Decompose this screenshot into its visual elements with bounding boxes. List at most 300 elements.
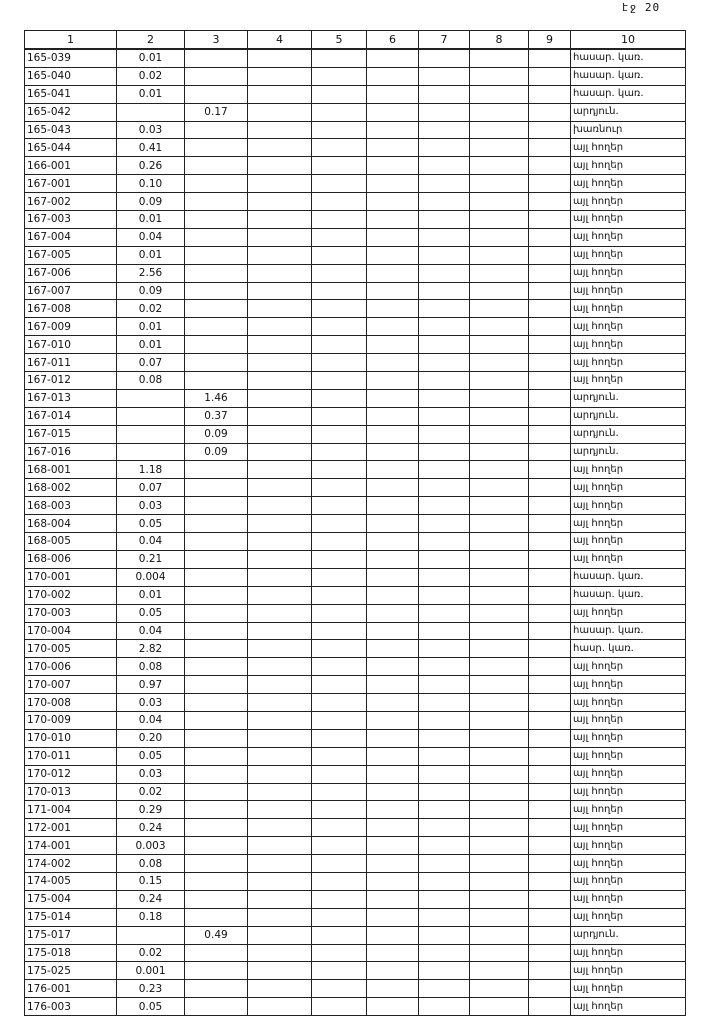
- cell-c8: [470, 729, 529, 747]
- cell-c5: [312, 819, 367, 837]
- table-row: [25, 497, 686, 515]
- cell-c10: այլ հողեր: [571, 783, 686, 801]
- cell-c6: [367, 604, 419, 622]
- cell-c4: [248, 318, 312, 336]
- cell-c7: [419, 819, 470, 837]
- cell-c9: [529, 908, 571, 926]
- cell-c4: [248, 819, 312, 837]
- cell-c10: այլ հողեր: [571, 497, 686, 515]
- cell-c9: [529, 193, 571, 211]
- cell-c5: [312, 855, 367, 873]
- cell-c2: 0.26: [117, 157, 185, 175]
- cell-c2: 0.03: [117, 497, 185, 515]
- cell-c5: [312, 479, 367, 497]
- table-row: [25, 264, 686, 282]
- cell-c7: [419, 282, 470, 300]
- cell-c2: 0.29: [117, 801, 185, 819]
- cell-c7: [419, 461, 470, 479]
- cell-c3: [185, 461, 248, 479]
- cell-c1: 170-009: [25, 711, 117, 729]
- header-row: [25, 31, 686, 50]
- cell-c8: [470, 139, 529, 157]
- cell-c9: [529, 479, 571, 497]
- cell-c1: 175-014: [25, 908, 117, 926]
- cell-c6: [367, 479, 419, 497]
- cell-c6: [367, 533, 419, 551]
- column-header: 1: [25, 31, 117, 50]
- cell-c9: [529, 282, 571, 300]
- cell-c4: [248, 998, 312, 1016]
- cell-c5: [312, 246, 367, 264]
- cell-c5: [312, 103, 367, 121]
- cell-c8: [470, 67, 529, 85]
- cell-c7: [419, 389, 470, 407]
- cell-c5: [312, 640, 367, 658]
- cell-c7: [419, 336, 470, 354]
- table-row: [25, 139, 686, 157]
- cell-c6: [367, 586, 419, 604]
- cell-c5: [312, 801, 367, 819]
- cell-c2: [117, 103, 185, 121]
- cell-c4: [248, 228, 312, 246]
- cell-c8: [470, 765, 529, 783]
- cell-c1: 168-004: [25, 515, 117, 533]
- column-header: 2: [117, 31, 185, 50]
- cell-c1: 175-025: [25, 962, 117, 980]
- cell-c3: [185, 622, 248, 640]
- cell-c7: [419, 550, 470, 568]
- cell-c8: [470, 640, 529, 658]
- cell-c1: 170-001: [25, 568, 117, 586]
- cell-c9: [529, 765, 571, 783]
- cell-c3: [185, 336, 248, 354]
- cell-c9: [529, 372, 571, 390]
- cell-c4: [248, 515, 312, 533]
- table-row: [25, 640, 686, 658]
- cell-c8: [470, 801, 529, 819]
- cell-c2: 0.20: [117, 729, 185, 747]
- cell-c4: [248, 354, 312, 372]
- cell-c7: [419, 103, 470, 121]
- cell-c8: [470, 676, 529, 694]
- cell-c8: [470, 819, 529, 837]
- cell-c4: [248, 85, 312, 103]
- cell-c3: [185, 837, 248, 855]
- cell-c5: [312, 461, 367, 479]
- cell-c5: [312, 837, 367, 855]
- cell-c6: [367, 49, 419, 67]
- cell-c10: այլ հողեր: [571, 855, 686, 873]
- cell-c4: [248, 157, 312, 175]
- cell-c7: [419, 568, 470, 586]
- table-row: [25, 962, 686, 980]
- cell-c5: [312, 407, 367, 425]
- cell-c7: [419, 640, 470, 658]
- cell-c2: 0.01: [117, 318, 185, 336]
- cell-c1: 176-001: [25, 980, 117, 998]
- cell-c6: [367, 336, 419, 354]
- cell-c2: 0.01: [117, 586, 185, 604]
- cell-c7: [419, 211, 470, 229]
- cell-c2: 0.23: [117, 980, 185, 998]
- cell-c1: 167-004: [25, 228, 117, 246]
- cell-c4: [248, 282, 312, 300]
- cell-c1: 170-003: [25, 604, 117, 622]
- cell-c2: [117, 926, 185, 944]
- cell-c4: [248, 747, 312, 765]
- cell-c3: [185, 604, 248, 622]
- cell-c10: այլ հողեր: [571, 729, 686, 747]
- cell-c8: [470, 783, 529, 801]
- table-row: [25, 694, 686, 712]
- cell-c10: արդյուն.: [571, 407, 686, 425]
- cell-c2: [117, 407, 185, 425]
- cell-c1: 172-001: [25, 819, 117, 837]
- column-header: 9: [529, 31, 571, 50]
- cell-c8: [470, 318, 529, 336]
- table-body: [25, 49, 686, 1016]
- cell-c3: [185, 747, 248, 765]
- cell-c9: [529, 497, 571, 515]
- cell-c7: [419, 908, 470, 926]
- cell-c9: [529, 336, 571, 354]
- cell-c2: 0.01: [117, 49, 185, 67]
- column-header: 4: [248, 31, 312, 50]
- cell-c3: [185, 157, 248, 175]
- cell-c3: [185, 228, 248, 246]
- cell-c1: 174-005: [25, 872, 117, 890]
- cell-c8: [470, 103, 529, 121]
- cell-c3: [185, 515, 248, 533]
- cell-c9: [529, 389, 571, 407]
- cell-c6: [367, 980, 419, 998]
- cell-c8: [470, 300, 529, 318]
- cell-c10: այլ հողեր: [571, 228, 686, 246]
- cell-c3: [185, 479, 248, 497]
- table-row: [25, 103, 686, 121]
- cell-c1: 168-005: [25, 533, 117, 551]
- cell-c5: [312, 676, 367, 694]
- cell-c7: [419, 872, 470, 890]
- cell-c2: 0.04: [117, 622, 185, 640]
- cell-c4: [248, 461, 312, 479]
- cell-c9: [529, 67, 571, 85]
- cell-c8: [470, 837, 529, 855]
- cell-c7: [419, 658, 470, 676]
- cell-c2: 0.04: [117, 533, 185, 551]
- cell-c2: [117, 443, 185, 461]
- cell-c1: 166-001: [25, 157, 117, 175]
- cell-c6: [367, 550, 419, 568]
- table-row: [25, 747, 686, 765]
- cell-c3: 1.46: [185, 389, 248, 407]
- cell-c7: [419, 926, 470, 944]
- cell-c5: [312, 694, 367, 712]
- cell-c1: 176-003: [25, 998, 117, 1016]
- cell-c6: [367, 139, 419, 157]
- cell-c4: [248, 336, 312, 354]
- cell-c10: այլ հողեր: [571, 550, 686, 568]
- cell-c9: [529, 819, 571, 837]
- table-row: [25, 228, 686, 246]
- cell-c4: [248, 264, 312, 282]
- column-header: 6: [367, 31, 419, 50]
- cell-c3: 0.09: [185, 443, 248, 461]
- cell-c7: [419, 175, 470, 193]
- cell-c4: [248, 962, 312, 980]
- cell-c2: 2.82: [117, 640, 185, 658]
- cell-c5: [312, 747, 367, 765]
- cell-c9: [529, 425, 571, 443]
- cell-c4: [248, 694, 312, 712]
- cell-c5: [312, 443, 367, 461]
- cell-c10: հասր. կառ.: [571, 640, 686, 658]
- cell-c10: այլ հողեր: [571, 533, 686, 551]
- cell-c5: [312, 193, 367, 211]
- cell-c5: [312, 300, 367, 318]
- cell-c3: [185, 300, 248, 318]
- cell-c3: [185, 175, 248, 193]
- cell-c4: [248, 443, 312, 461]
- cell-c5: [312, 264, 367, 282]
- cell-c4: [248, 980, 312, 998]
- cell-c9: [529, 175, 571, 193]
- cell-c2: 0.03: [117, 765, 185, 783]
- table-row: [25, 658, 686, 676]
- table-row: [25, 711, 686, 729]
- cell-c8: [470, 407, 529, 425]
- cell-c10: այլ հողեր: [571, 461, 686, 479]
- cell-c5: [312, 318, 367, 336]
- cell-c3: [185, 550, 248, 568]
- cell-c6: [367, 67, 419, 85]
- cell-c2: 0.05: [117, 998, 185, 1016]
- cell-c10: այլ հողեր: [571, 515, 686, 533]
- table-row: [25, 855, 686, 873]
- cell-c9: [529, 676, 571, 694]
- cell-c8: [470, 908, 529, 926]
- cell-c2: [117, 425, 185, 443]
- cell-c1: 167-007: [25, 282, 117, 300]
- cell-c9: [529, 443, 571, 461]
- cell-c1: 168-002: [25, 479, 117, 497]
- cell-c2: 0.09: [117, 282, 185, 300]
- cell-c10: արդյուն.: [571, 443, 686, 461]
- cell-c4: [248, 729, 312, 747]
- cell-c5: [312, 550, 367, 568]
- cell-c10: այլ հողեր: [571, 801, 686, 819]
- cell-c8: [470, 336, 529, 354]
- cell-c2: 0.97: [117, 676, 185, 694]
- cell-c8: [470, 49, 529, 67]
- table-row: [25, 729, 686, 747]
- cell-c9: [529, 658, 571, 676]
- cell-c10: այլ հողեր: [571, 318, 686, 336]
- cell-c7: [419, 425, 470, 443]
- cell-c8: [470, 890, 529, 908]
- cell-c9: [529, 711, 571, 729]
- cell-c10: այլ հողեր: [571, 711, 686, 729]
- cell-c5: [312, 175, 367, 193]
- cell-c4: [248, 425, 312, 443]
- cell-c1: 167-010: [25, 336, 117, 354]
- cell-c3: [185, 819, 248, 837]
- cell-c10: այլ հողեր: [571, 282, 686, 300]
- cell-c2: 0.003: [117, 837, 185, 855]
- table-row: [25, 336, 686, 354]
- cell-c1: 170-007: [25, 676, 117, 694]
- table-row: [25, 980, 686, 998]
- cell-c4: [248, 139, 312, 157]
- cell-c2: 1.18: [117, 461, 185, 479]
- cell-c2: 0.18: [117, 908, 185, 926]
- table-row: [25, 300, 686, 318]
- cell-c1: 175-018: [25, 944, 117, 962]
- cell-c8: [470, 389, 529, 407]
- cell-c8: [470, 622, 529, 640]
- cell-c8: [470, 479, 529, 497]
- table-row: [25, 425, 686, 443]
- cell-c10: այլ հողեր: [571, 890, 686, 908]
- table-row: [25, 389, 686, 407]
- cell-c6: [367, 193, 419, 211]
- table-row: [25, 282, 686, 300]
- cell-c9: [529, 354, 571, 372]
- cell-c9: [529, 103, 571, 121]
- cell-c5: [312, 658, 367, 676]
- cell-c2: 0.07: [117, 479, 185, 497]
- cell-c4: [248, 49, 312, 67]
- table-row: [25, 246, 686, 264]
- cell-c8: [470, 443, 529, 461]
- cell-c9: [529, 998, 571, 1016]
- cell-c5: [312, 998, 367, 1016]
- cell-c1: 170-005: [25, 640, 117, 658]
- cell-c3: [185, 586, 248, 604]
- cell-c6: [367, 694, 419, 712]
- cell-c7: [419, 85, 470, 103]
- table-row: [25, 998, 686, 1016]
- cell-c10: արդյուն.: [571, 389, 686, 407]
- table-row: [25, 318, 686, 336]
- cell-c1: 170-011: [25, 747, 117, 765]
- cell-c10: հասար. կառ.: [571, 586, 686, 604]
- cell-c5: [312, 139, 367, 157]
- cell-c8: [470, 85, 529, 103]
- cell-c5: [312, 980, 367, 998]
- cell-c9: [529, 962, 571, 980]
- cell-c9: [529, 783, 571, 801]
- cell-c7: [419, 855, 470, 873]
- table-row: [25, 586, 686, 604]
- cell-c6: [367, 318, 419, 336]
- cell-c8: [470, 533, 529, 551]
- cell-c9: [529, 300, 571, 318]
- cell-c4: [248, 67, 312, 85]
- table-row: [25, 479, 686, 497]
- cell-c10: այլ հողեր: [571, 372, 686, 390]
- cell-c2: 0.08: [117, 372, 185, 390]
- cell-c2: 0.24: [117, 890, 185, 908]
- cell-c10: այլ հողեր: [571, 246, 686, 264]
- cell-c1: 165-043: [25, 121, 117, 139]
- table-row: [25, 372, 686, 390]
- cell-c3: [185, 282, 248, 300]
- cell-c3: [185, 497, 248, 515]
- cell-c10: հասար. կառ.: [571, 622, 686, 640]
- cell-c5: [312, 586, 367, 604]
- column-header: 8: [470, 31, 529, 50]
- cell-c4: [248, 211, 312, 229]
- cell-c1: 170-004: [25, 622, 117, 640]
- table-row: [25, 926, 686, 944]
- cell-c3: [185, 801, 248, 819]
- cell-c7: [419, 586, 470, 604]
- table-row: [25, 819, 686, 837]
- column-header: 3: [185, 31, 248, 50]
- cell-c3: [185, 765, 248, 783]
- cell-c1: 168-001: [25, 461, 117, 479]
- cell-c7: [419, 67, 470, 85]
- table-row: [25, 604, 686, 622]
- cell-c1: 168-006: [25, 550, 117, 568]
- cell-c2: 0.08: [117, 658, 185, 676]
- cell-c3: [185, 121, 248, 139]
- cell-c5: [312, 711, 367, 729]
- cell-c1: 175-017: [25, 926, 117, 944]
- cell-c10: այլ հողեր: [571, 694, 686, 712]
- data-table: [24, 30, 686, 1016]
- cell-c7: [419, 228, 470, 246]
- cell-c7: [419, 533, 470, 551]
- cell-c6: [367, 837, 419, 855]
- table-row: [25, 783, 686, 801]
- cell-c7: [419, 193, 470, 211]
- cell-c4: [248, 407, 312, 425]
- cell-c2: 0.10: [117, 175, 185, 193]
- cell-c9: [529, 49, 571, 67]
- cell-c4: [248, 676, 312, 694]
- cell-c4: [248, 193, 312, 211]
- cell-c6: [367, 300, 419, 318]
- cell-c7: [419, 604, 470, 622]
- cell-c8: [470, 497, 529, 515]
- cell-c2: 0.02: [117, 944, 185, 962]
- cell-c3: [185, 980, 248, 998]
- cell-c4: [248, 175, 312, 193]
- cell-c4: [248, 801, 312, 819]
- cell-c2: 0.04: [117, 711, 185, 729]
- cell-c10: այլ հողեր: [571, 819, 686, 837]
- cell-c2: 0.24: [117, 819, 185, 837]
- cell-c8: [470, 228, 529, 246]
- cell-c8: [470, 658, 529, 676]
- table-row: [25, 67, 686, 85]
- cell-c10: այլ հողեր: [571, 336, 686, 354]
- cell-c3: [185, 67, 248, 85]
- cell-c3: [185, 783, 248, 801]
- cell-c7: [419, 264, 470, 282]
- cell-c8: [470, 515, 529, 533]
- cell-c3: [185, 640, 248, 658]
- cell-c5: [312, 336, 367, 354]
- table-row: [25, 407, 686, 425]
- cell-c7: [419, 354, 470, 372]
- cell-c2: 0.15: [117, 872, 185, 890]
- cell-c9: [529, 407, 571, 425]
- cell-c3: [185, 890, 248, 908]
- cell-c4: [248, 908, 312, 926]
